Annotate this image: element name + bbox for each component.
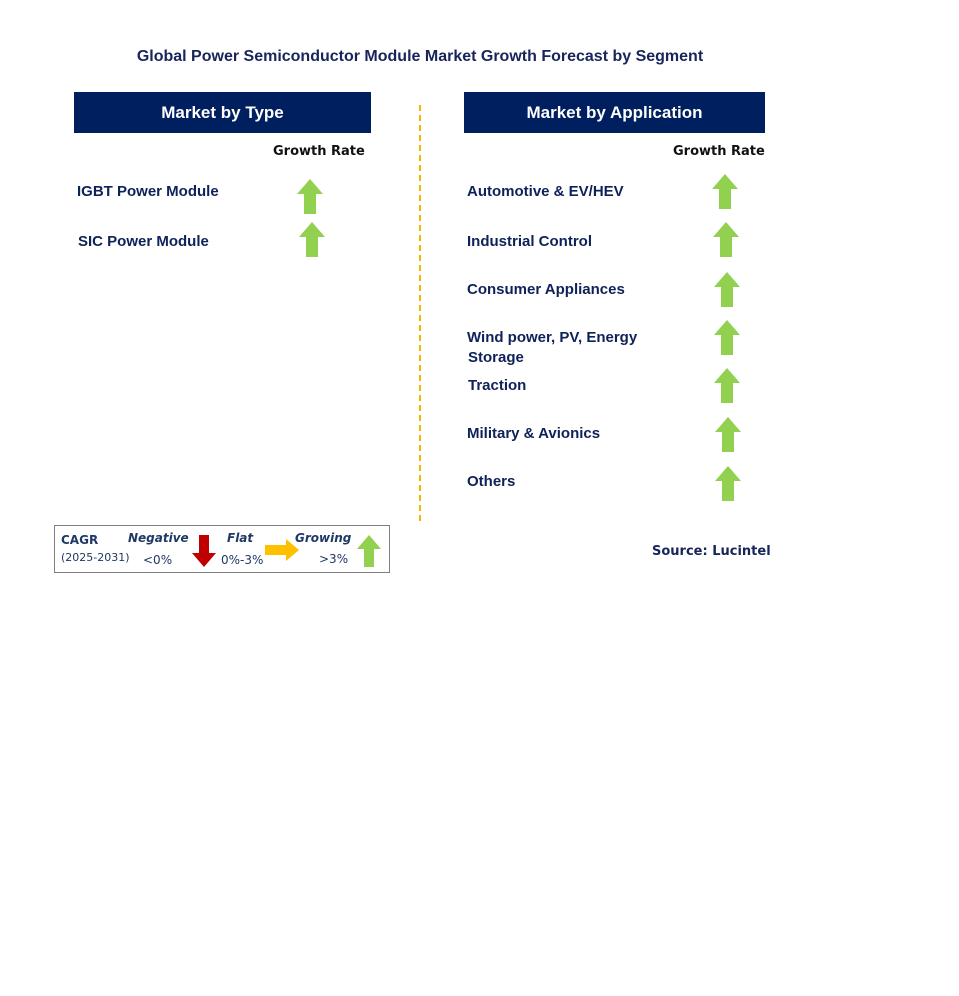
- application-panel-header: Market by Application: [464, 92, 765, 133]
- legend-period: (2025-2031): [61, 551, 130, 564]
- growing-arrow-icon: [714, 368, 740, 403]
- application-item-label: Traction: [468, 377, 527, 394]
- type-panel-header: Market by Type: [74, 92, 371, 133]
- legend-flat-label: Flat: [227, 531, 254, 545]
- legend-cagr-label: CAGR: [61, 533, 99, 547]
- panel-divider: [419, 105, 421, 521]
- growing-arrow-icon: [299, 222, 325, 257]
- legend-flat-range: 0%-3%: [221, 553, 264, 567]
- growing-arrow-icon: [297, 179, 323, 214]
- application-item-label: Others: [467, 473, 516, 490]
- cagr-legend: [54, 525, 390, 573]
- growing-arrow-icon: [714, 320, 740, 355]
- type-item-label: SIC Power Module: [78, 233, 209, 250]
- flat-arrow-icon: [265, 539, 299, 566]
- growing-arrow-icon: [712, 174, 738, 209]
- application-growth-rate-header: Growth Rate: [673, 144, 765, 159]
- application-item-label: Consumer Appliances: [467, 281, 625, 298]
- negative-arrow-icon: [192, 535, 216, 572]
- application-item-label: Automotive & EV/HEV: [467, 183, 624, 200]
- application-item-label: Wind power, PV, Energy: [467, 329, 638, 346]
- type-item-label: IGBT Power Module: [77, 183, 219, 200]
- legend-growing-range: >3%: [319, 552, 349, 566]
- legend-negative-range: <0%: [143, 553, 173, 567]
- growing-arrow-icon: [715, 417, 741, 452]
- growing-arrow-icon: [714, 272, 740, 307]
- source-note: Source: Lucintel: [652, 544, 771, 559]
- growing-arrow-icon: [715, 466, 741, 501]
- legend-growing-label: Growing: [295, 531, 352, 545]
- growing-arrow-icon: [713, 222, 739, 257]
- application-item-label: Military & Avionics: [467, 425, 601, 442]
- chart-title: Global Power Semiconductor Module Market Growth Forecast by Segment: [136, 48, 704, 65]
- type-growth-rate-header: Growth Rate: [273, 144, 365, 159]
- legend-negative-label: Negative: [128, 531, 189, 545]
- application-item-label: Industrial Control: [467, 233, 592, 250]
- application-item-label-continued: Storage: [468, 349, 524, 366]
- growing-arrow-icon: [357, 535, 381, 572]
